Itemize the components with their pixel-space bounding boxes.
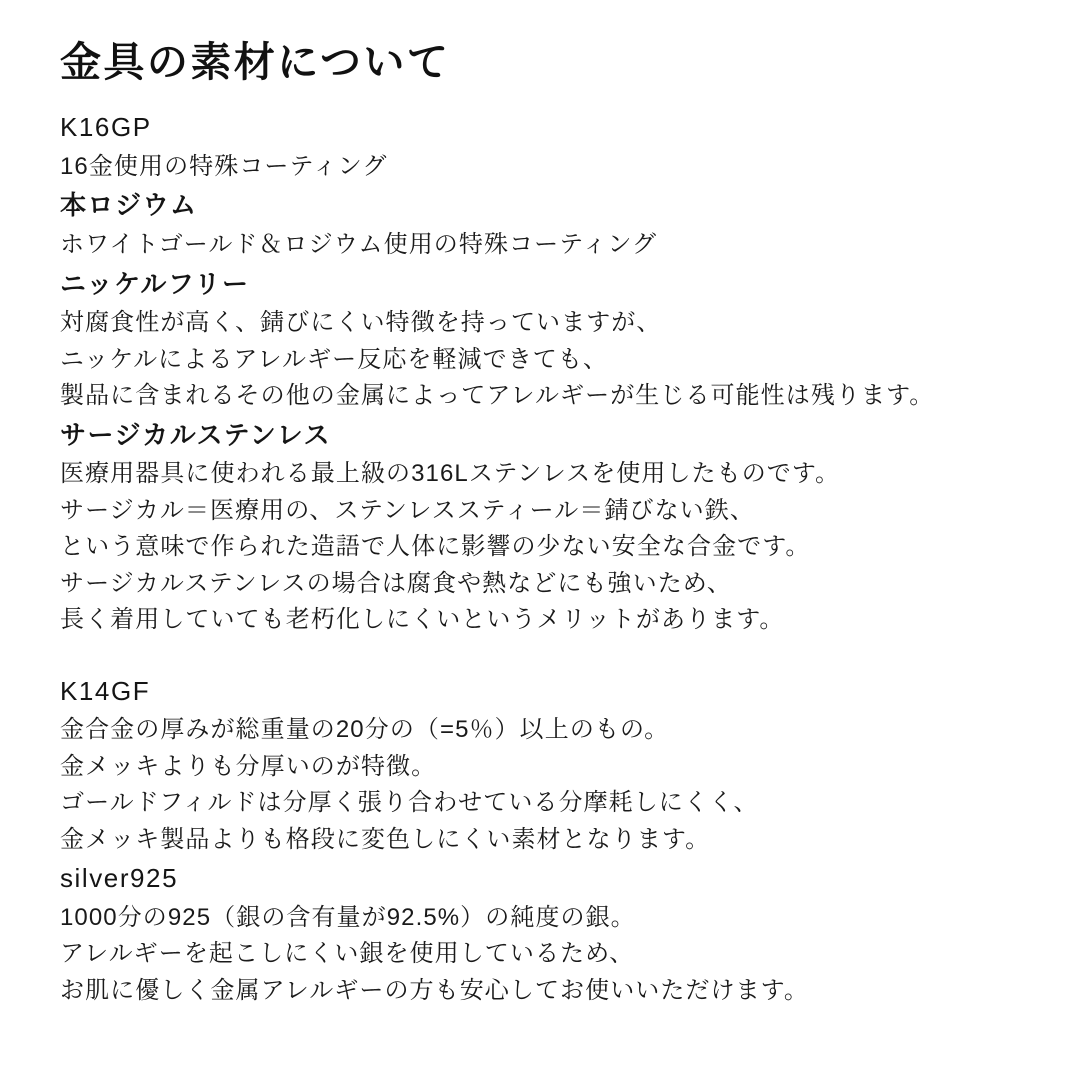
page-title: 金具の素材について xyxy=(60,39,451,85)
section-heading: サージカルステンレス xyxy=(60,419,332,450)
material-section xyxy=(60,417,1028,639)
section-body-line: ニッケルによるアレルギー反応を軽減できても、 xyxy=(60,345,609,373)
section-heading: K16GP xyxy=(60,112,152,143)
section-body-line: アレルギーを起こしにくい銀を使用しているため、 xyxy=(60,940,635,968)
section-body-line: 医療用器具に使われる最上級の316Lステンレスを使用したものです。 xyxy=(60,460,841,488)
section-body-line: ホワイトゴールド＆ロジウム使用の特殊コーティング xyxy=(60,231,658,259)
section-heading: silver925 xyxy=(60,863,179,894)
section-heading: ニッケルフリー xyxy=(60,268,250,299)
section-heading: K14GF xyxy=(60,675,151,706)
material-section xyxy=(60,860,1028,1009)
section-body-line: 製品に含まれるその他の金属によってアレルギーが生じる可能性は残ります。 xyxy=(60,382,935,410)
material-section xyxy=(60,266,1028,415)
section-body-line: 金メッキよりも分厚いのが特徴。 xyxy=(60,752,437,780)
sections-container xyxy=(60,109,1028,1009)
section-heading: 本ロジウム xyxy=(60,190,198,221)
section-body-line: 長く着用していても老朽化しにくいというメリットがあります。 xyxy=(60,606,785,634)
section-body-line: サージカル＝医療用の、ステンレススティール＝錆びない鉄、 xyxy=(60,496,755,524)
section-body-line: サージカルステンレスの場合は腐食や熱などにも強いため、 xyxy=(60,569,732,597)
section-body-line: ゴールドフィルドは分厚く張り合わせている分摩耗しにくく、 xyxy=(60,789,759,817)
section-body-line: 金メッキ製品よりも格段に変色しにくい素材となります。 xyxy=(60,825,711,853)
material-section xyxy=(60,109,1028,185)
section-body-line: 1000分の925（銀の含有量が92.5%）の純度の銀。 xyxy=(60,903,636,931)
section-body-line: お肌に優しく金属アレルギーの方も安心してお使いいただけます。 xyxy=(60,976,809,1004)
section-body-line: 金合金の厚みが総重量の20分の（=5％）以上のもの。 xyxy=(60,716,670,744)
section-spacer xyxy=(60,639,1028,673)
section-body-line: 対腐食性が高く、錆びにくい特徴を持っていますが、 xyxy=(60,309,662,337)
section-body-line: 16金使用の特殊コーティング xyxy=(60,152,388,180)
material-section xyxy=(60,673,1028,859)
section-body-line: という意味で作られた造語で人体に影響の少ない安全な合金です。 xyxy=(60,533,811,561)
material-section xyxy=(60,187,1028,263)
